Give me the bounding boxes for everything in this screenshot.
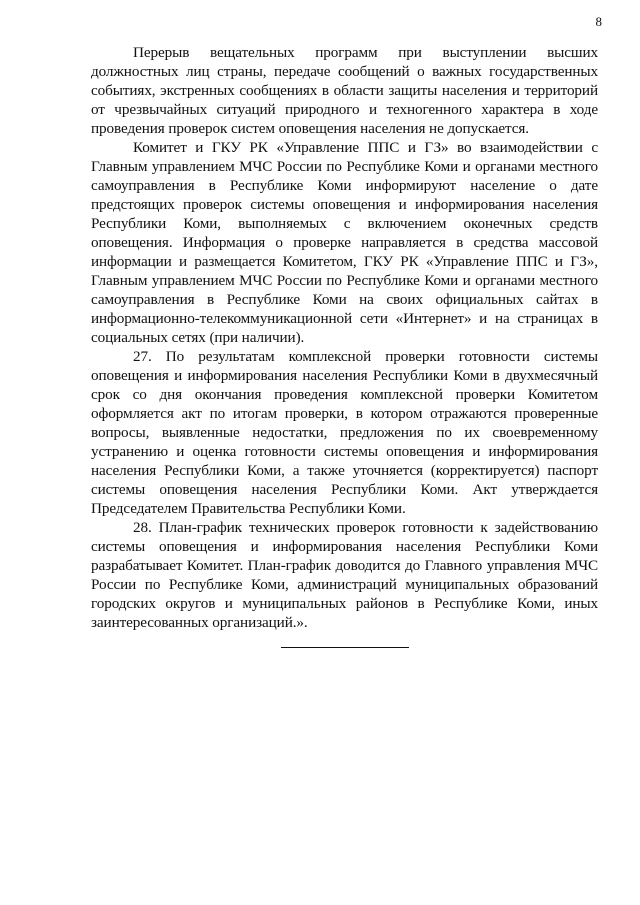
paragraph-public-notification: Комитет и ГКУ РК «Управление ППС и ГЗ» во взаимодействии с Главным управлением МЧС России по Республике Коми и органами местного самоуправления в Республике Коми информируют население о дате предстоящих проверок системы оповещения и информирования населения Республики Коми, выполняемых с включением оконечных средств оповещения. Информация о проверке направляется в средства массовой информации и размещается Комитетом, ГКУ РК «Управление ППС и ГЗ», Главным управлением МЧС России по Республике Коми и органами местного самоуправления в Республике Коми на своих официальных сайтах в информационно-телекоммуникационной сети «Интернет» и на страницах в социальных сетях (при наличии). <box>91 139 598 346</box>
paragraph-item-27: 27. По результатам комплексной проверки готовности системы оповещения и информирования населения Республики Коми в двухмесячный срок со дня окончания проведения комплексной проверки Комитетом оформляется акт по итогам проверки, в котором отражаются проверенные вопросы, выявленные недостатки, предложения по их своевременному устранению и оценка готовности системы оповещения и информирования населения Республики Коми, а также уточняется (корректируется) паспорт системы оповещения населения Республики Коми. Акт утверждается Председателем Правительства Республики Коми. <box>91 348 598 517</box>
document-body <box>91 43 598 648</box>
page-number: 8 <box>595 14 602 29</box>
closing-divider <box>281 647 409 648</box>
paragraph-broadcast-interruption: Перерыв вещательных программ при выступлении высших должностных лиц страны, передаче сообщений о важных государственных событиях, экстренных сообщениях в области защиты населения и территорий от чрезвычайных ситуаций природного и техногенного характера в ходе проведения проверок систем оповещения населения не допускается. <box>91 44 598 137</box>
paragraph-item-28: 28. План-график технических проверок готовности к задействованию системы оповещения и информирования населения Республики Коми разрабатывает Комитет. План-график доводится до Главного управления МЧС России по Республике Коми, администраций муниципальных образований городских округов и муниципальных районов в Республике Коми, иных заинтересованных организаций.». <box>91 519 598 631</box>
